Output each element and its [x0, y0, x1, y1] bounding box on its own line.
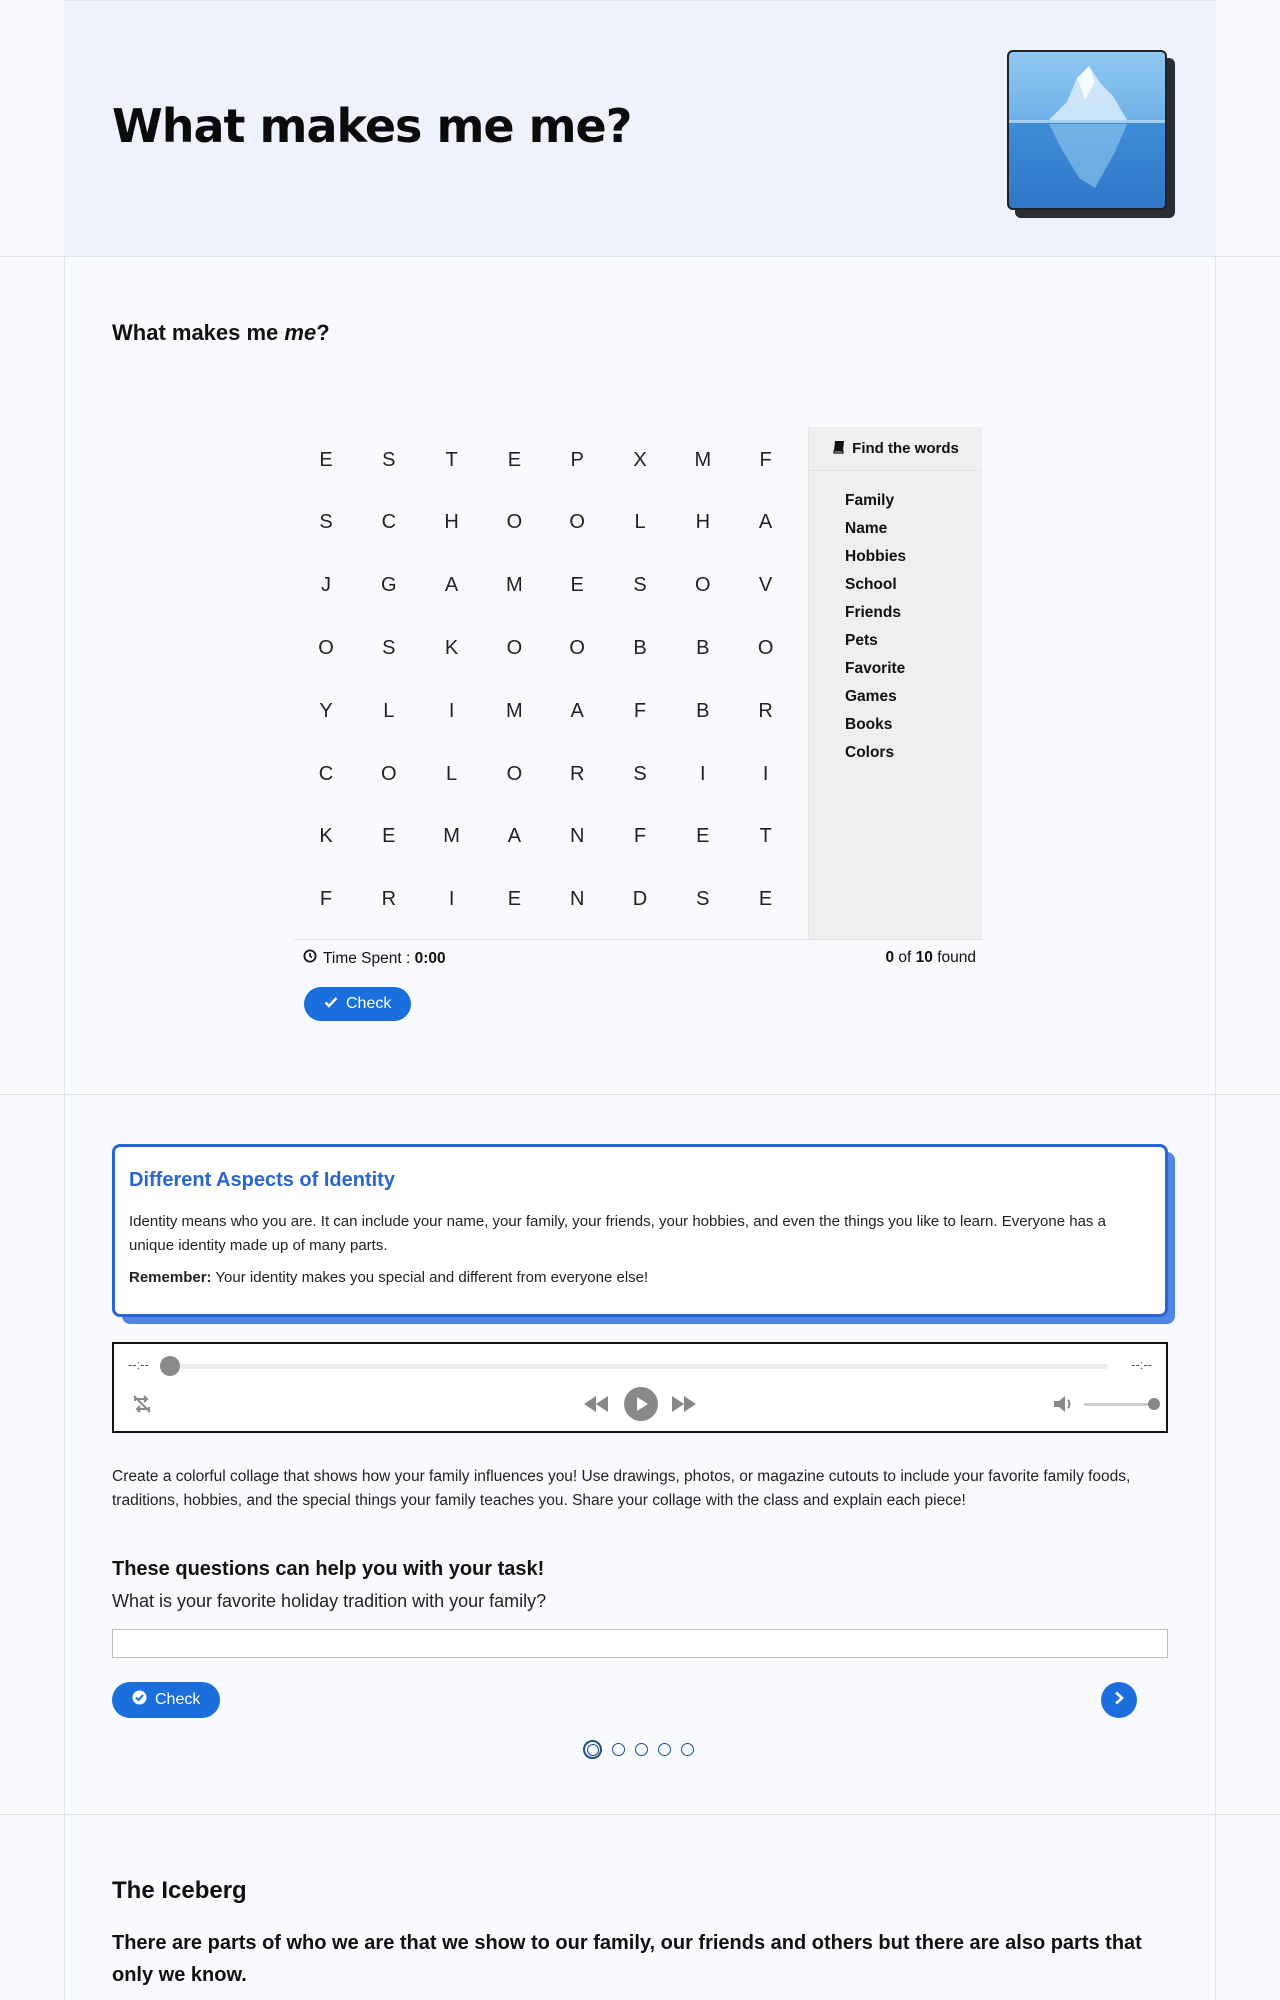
grid-letter[interactable]: O — [569, 511, 585, 534]
fast-forward-icon[interactable] — [670, 1392, 698, 1421]
pagination-dot[interactable] — [583, 1740, 602, 1759]
word-list-item: Books — [845, 716, 893, 733]
seek-handle[interactable] — [160, 1356, 180, 1376]
seek-track[interactable] — [168, 1364, 1108, 1369]
grid-letter[interactable]: L — [383, 699, 395, 722]
grid-letter[interactable]: S — [319, 511, 333, 534]
duration: --:-- — [1131, 1357, 1152, 1372]
questions-title: These questions can help you with your task! — [112, 1558, 545, 1580]
grid-letter[interactable]: F — [633, 699, 647, 722]
card-title: Different Aspects of Identity — [129, 1169, 395, 1191]
time-spent — [303, 949, 446, 968]
section-divider — [0, 256, 1280, 257]
grid-letter[interactable]: B — [696, 699, 710, 722]
grid-letter[interactable]: I — [448, 699, 455, 722]
card-body: Identity means who you are. It can include your name, your family, your friends, your hobbies, and even the things you like to learn. Everyone has a unique identity made up of many parts. — [129, 1213, 1106, 1254]
grid-letter[interactable]: A — [507, 825, 522, 848]
grid-letter[interactable]: E — [319, 448, 333, 471]
grid-letter[interactable]: O — [506, 762, 523, 785]
iceberg-image — [1009, 52, 1165, 208]
volume-handle[interactable] — [1148, 1398, 1160, 1410]
grid-letter[interactable]: A — [758, 511, 773, 534]
grid-letter[interactable]: G — [381, 574, 397, 597]
question-text: What is your favorite holiday tradition with your family? — [112, 1591, 547, 1611]
grid-letter[interactable]: E — [758, 888, 773, 911]
rewind-icon[interactable] — [582, 1392, 610, 1421]
grid-letter[interactable]: E — [696, 825, 710, 848]
iceberg-text: There are parts of who we are that we show to our family, our friends and others but there are also parts that only we know. — [112, 1932, 1142, 1986]
grid-divider — [294, 939, 982, 940]
task-check-label: Check — [155, 1691, 201, 1708]
word-list-title: Find the words — [852, 440, 959, 457]
grid-letter[interactable]: A — [570, 699, 584, 722]
grid-letter[interactable]: T — [759, 825, 772, 848]
word-list-item: Friends — [845, 604, 901, 621]
card-remember: Remember: Your identity makes you special and different from everyone else! — [129, 1269, 649, 1286]
pagination-dot[interactable] — [635, 1743, 648, 1756]
grid-letter[interactable]: O — [695, 574, 711, 597]
grid-letter[interactable]: L — [446, 762, 458, 785]
grid-letter[interactable]: N — [569, 825, 585, 848]
grid-letter[interactable]: M — [506, 699, 523, 722]
grid-letter[interactable]: P — [570, 448, 584, 471]
puzzle-title: What makes me me? — [112, 320, 330, 345]
puzzle-check-button[interactable] — [304, 987, 411, 1021]
grid-letter[interactable]: S — [382, 636, 396, 659]
grid-letter[interactable]: K — [444, 636, 459, 659]
grid-letter[interactable]: A — [444, 574, 459, 597]
word-list — [809, 471, 982, 767]
grid-letter[interactable]: H — [444, 511, 459, 534]
grid-letter[interactable]: E — [570, 574, 584, 597]
pagination-dot[interactable] — [658, 1743, 671, 1756]
grid-letter[interactable]: X — [633, 448, 647, 471]
word-search-grid[interactable] — [294, 428, 808, 940]
grid-letter[interactable]: K — [319, 825, 333, 848]
task-instructions: Create a colorful collage that shows how your family influences you! Use drawings, photos, or magazine cutouts to include your favorite family foods, traditions, hobbies, and the special things your family teaches you. Share your collage with the class and explain each piece! — [112, 1468, 1131, 1509]
volume-track[interactable] — [1084, 1403, 1156, 1406]
grid-letter[interactable]: R — [758, 699, 773, 722]
grid-letter[interactable]: M — [443, 825, 460, 848]
grid-letter[interactable]: I — [762, 762, 769, 785]
time-label: Time Spent : — [323, 949, 415, 967]
grid-letter[interactable]: O — [318, 636, 334, 659]
word-list-item: Favorite — [845, 660, 906, 677]
grid-letter[interactable]: S — [633, 574, 647, 597]
next-button[interactable] — [1101, 1682, 1137, 1718]
grid-letter[interactable]: M — [506, 574, 523, 597]
left-guide — [64, 0, 65, 2000]
section-divider — [0, 1094, 1280, 1095]
puzzle-check-label: Check — [346, 995, 392, 1012]
grid-letter[interactable]: I — [700, 762, 706, 785]
grid-letter[interactable]: H — [695, 511, 711, 534]
volume-icon[interactable] — [1052, 1393, 1076, 1420]
grid-letter[interactable]: O — [381, 762, 397, 785]
book-icon — [832, 440, 846, 458]
grid-letter[interactable]: E — [507, 448, 522, 471]
word-list-item: Family — [845, 492, 895, 509]
section-divider — [0, 1814, 1280, 1815]
grid-letter[interactable]: E — [382, 825, 396, 848]
time-value: 0:00 — [414, 949, 446, 967]
grid-letter[interactable]: F — [633, 825, 647, 848]
word-list-item: Name — [845, 520, 888, 537]
grid-letter[interactable]: B — [696, 636, 710, 659]
grid-letter[interactable]: J — [321, 574, 331, 597]
grid-letter[interactable]: O — [569, 636, 585, 659]
grid-letter[interactable]: O — [506, 636, 523, 659]
grid-letter[interactable]: R — [569, 762, 585, 785]
grid-letter[interactable]: R — [381, 888, 397, 911]
audio-player — [112, 1342, 1168, 1433]
check-icon — [324, 995, 338, 1013]
grid-letter[interactable]: F — [319, 888, 333, 911]
grid-letter[interactable]: M — [694, 448, 712, 471]
grid-letter[interactable]: F — [759, 448, 772, 471]
grid-letter[interactable]: L — [634, 511, 646, 534]
right-guide — [1215, 0, 1216, 2000]
word-list-panel — [808, 427, 982, 939]
word-list-item: Games — [845, 688, 897, 705]
task-check-button[interactable] — [112, 1682, 220, 1718]
word-list-item: Colors — [845, 744, 895, 761]
grid-letter[interactable]: S — [696, 888, 710, 911]
check-circle-icon — [132, 1690, 147, 1710]
iceberg-thumbnail — [1007, 50, 1167, 210]
word-list-header — [809, 427, 982, 471]
iceberg-title: The Iceberg — [112, 1877, 247, 1904]
found-counter: 0 of 10 found — [885, 949, 976, 966]
clock-icon — [303, 949, 317, 968]
grid-letter[interactable]: S — [382, 448, 396, 471]
chevron-right-icon — [1113, 1691, 1125, 1710]
word-list-item: Pets — [845, 632, 878, 649]
pagination-dot[interactable] — [612, 1743, 625, 1756]
grid-letter[interactable]: V — [758, 574, 773, 597]
grid-letter[interactable]: D — [632, 888, 648, 911]
grid-letter[interactable]: B — [633, 636, 647, 659]
pagination-dots — [583, 1740, 694, 1759]
grid-letter[interactable]: C — [318, 762, 334, 785]
grid-letter[interactable]: T — [445, 448, 458, 471]
page-header — [64, 0, 1216, 256]
word-list-item: Hobbies — [845, 548, 907, 565]
grid-letter[interactable]: O — [506, 511, 523, 534]
grid-letter[interactable]: C — [381, 511, 397, 534]
grid-letter[interactable]: S — [633, 762, 647, 785]
grid-letter[interactable]: E — [507, 888, 522, 911]
grid-letter[interactable]: N — [569, 888, 585, 911]
play-icon[interactable] — [624, 1387, 658, 1426]
identity-info-card — [112, 1144, 1168, 1317]
pagination-dot[interactable] — [681, 1743, 694, 1756]
word-list-item: School — [845, 576, 897, 593]
grid-letter[interactable]: I — [448, 888, 455, 911]
answer-input[interactable] — [112, 1629, 1168, 1658]
repeat-off-icon[interactable] — [130, 1392, 154, 1421]
grid-letter[interactable]: O — [757, 636, 774, 659]
current-time: --:-- — [128, 1357, 149, 1372]
grid-letter[interactable]: Y — [319, 699, 333, 722]
page-title: What makes me me? — [112, 99, 632, 153]
